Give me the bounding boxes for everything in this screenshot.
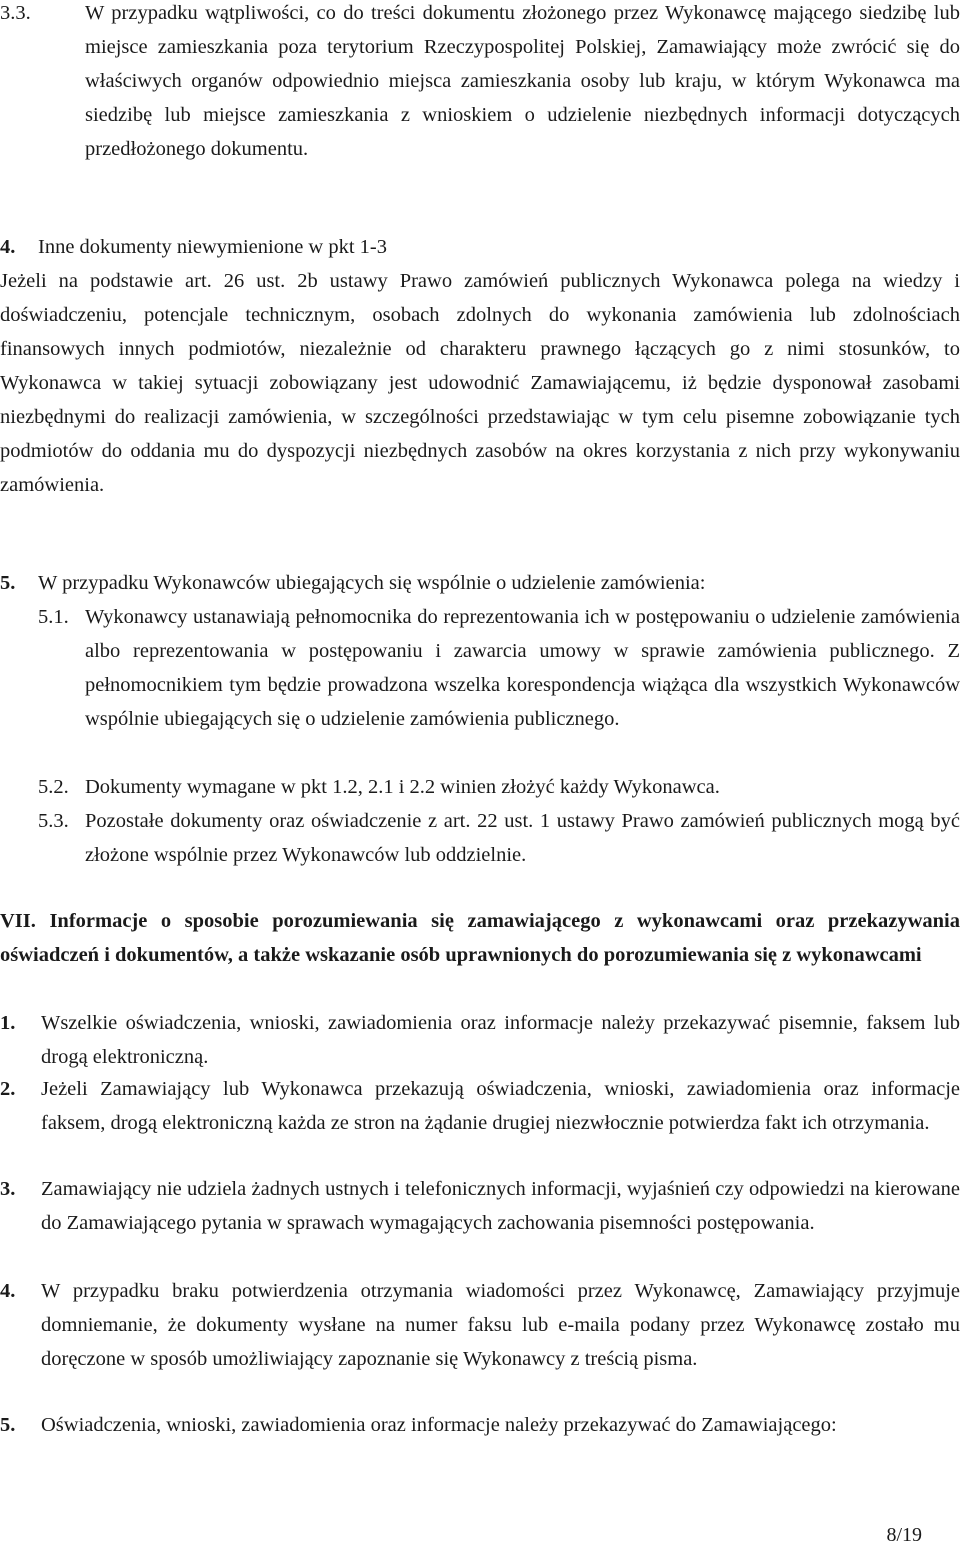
section-VII-item-1-number: 1. xyxy=(0,1012,16,1034)
section-5-number: 5. xyxy=(0,572,16,594)
section-4-number: 4. xyxy=(0,236,16,258)
section-VII-heading xyxy=(0,904,960,972)
section-VII-item-5-number: 5. xyxy=(0,1414,16,1436)
section-5-2-text: Dokumenty wymagane w pkt 1.2, 2.1 i 2.2 winien złożyć każdy Wykonawca. xyxy=(85,776,720,798)
section-5-heading xyxy=(0,566,960,600)
section-4-heading xyxy=(0,230,960,264)
section-5-1-number: 5.1. xyxy=(38,606,69,628)
section-3-3-text: W przypadku wątpliwości, co do treści dokumentu złożonego przez Wykonawcę mającego siedzibę lub miejsce zamieszkania poza terytorium Rzeczypospolitej Polskiej, Zamawiający może zwrócić się do właściwych organów odpowiednio miejsca zamieszkania osoby lub kraju, w którym Wykonawca ma siedzibę lub miejsce zamieszkania z wnioskiem o udzielenie niezbędnych informacji dotyczących przedłożonego dokumentu. xyxy=(85,2,960,160)
section-5-3-number: 5.3. xyxy=(38,810,69,832)
section-5-3 xyxy=(38,804,960,872)
section-VII-item-3-number: 3. xyxy=(0,1178,16,1200)
section-VII-item-4-number: 4. xyxy=(0,1280,16,1302)
section-VII-item-3 xyxy=(0,1172,960,1240)
section-5-2-number: 5.2. xyxy=(38,776,69,798)
section-3-3-number: 3.3. xyxy=(0,2,31,24)
section-VII-item-4-text: W przypadku braku potwierdzenia otrzymania wiadomości przez Wykonawcę, Zamawiający przyjmuje domniemanie, że dokumenty wysłane na numer faksu lub e-maila podany przez Wykonawcę zostało mu doręczone w sposób umożliwiający zapoznanie się Wykonawcy z treścią pisma. xyxy=(41,1280,960,1370)
section-3-3 xyxy=(0,0,960,166)
section-5-2 xyxy=(38,770,960,804)
section-VII-item-2-number: 2. xyxy=(0,1078,16,1100)
section-5-title: W przypadku Wykonawców ubiegających się wspólnie o udzielenie zamówienia: xyxy=(38,572,706,594)
section-VII-item-1 xyxy=(0,1006,960,1074)
section-4-body: Jeżeli na podstawie art. 26 ust. 2b ustawy Prawo zamówień publicznych Wykonawca polega na wiedzy i doświadczeniu, potencjale technicznym, osobach zdolnych do wykonania zamówienia lub zdolnościach finansowych innych podmiotów, niezależnie od charakteru prawnego łączących go z nimi stosunków, to Wykonawca w takiej sytuacji zobowiązany jest udowodnić Zamawiającemu, iż będzie dysponował zasobami niezbędnymi do realizacji zamówienia, w szczególności przedstawiając w tym celu pisemne zobowiązanie tych podmiotów do oddania mu do dyspozycji niezbędnych zasobów na okres korzystania z nich przy wykonywaniu zamówienia. xyxy=(0,270,960,496)
section-VII-title: Informacje o sposobie porozumiewania się zamawiającego z wykonawcami oraz przekazywania oświadczeń i dokumentów, a także wskazanie osób uprawnionych do porozumiewania się z wykonawcami xyxy=(0,910,960,966)
section-5-1-text: Wykonawcy ustanawiają pełnomocnika do reprezentowania ich w postępowaniu o udzielenie zamówienia albo reprezentowania w postępowaniu i zawarcia umowy w sprawie zamówienia publicznego. Z pełnomocnikiem tym będzie prowadzona wszelka korespondencja wiążąca dla wszystkich Wykonawców wspólnie ubiegających się o udzielenie zamówienia publicznego. xyxy=(85,606,960,730)
section-VII-item-3-text: Zamawiający nie udziela żadnych ustnych i telefonicznych informacji, wyjaśnień czy odpowiedzi na kierowane do Zamawiającego pytania w sprawach wymagających zachowania pisemności postępowania. xyxy=(41,1178,960,1234)
page-number: 8/19 xyxy=(886,1524,922,1546)
section-VII-item-1-text: Wszelkie oświadczenia, wnioski, zawiadomienia oraz informacje należy przekazywać pisemnie, faksem lub drogą elektroniczną. xyxy=(41,1012,960,1068)
section-VII-item-5-text: Oświadczenia, wnioski, zawiadomienia oraz informacje należy przekazywać do Zamawiającego: xyxy=(41,1414,837,1436)
section-VII-item-5 xyxy=(0,1408,960,1442)
section-VII-number: VII. xyxy=(0,910,36,932)
section-5-1 xyxy=(38,600,960,736)
section-VII-item-4 xyxy=(0,1274,960,1376)
section-VII-item-2 xyxy=(0,1072,960,1140)
section-4-title: Inne dokumenty niewymienione w pkt 1-3 xyxy=(38,236,388,258)
section-5-3-text: Pozostałe dokumenty oraz oświadczenie z art. 22 ust. 1 ustawy Prawo zamówień publicznych mogą być złożone wspólnie przez Wykonawców lub oddzielnie. xyxy=(85,810,960,866)
section-VII-item-2-text: Jeżeli Zamawiający lub Wykonawca przekazują oświadczenia, wnioski, zawiadomienia oraz informacje faksem, drogą elektroniczną każda ze stron na żądanie drugiej niezwłocznie potwierdza fakt ich otrzymania. xyxy=(41,1078,960,1134)
